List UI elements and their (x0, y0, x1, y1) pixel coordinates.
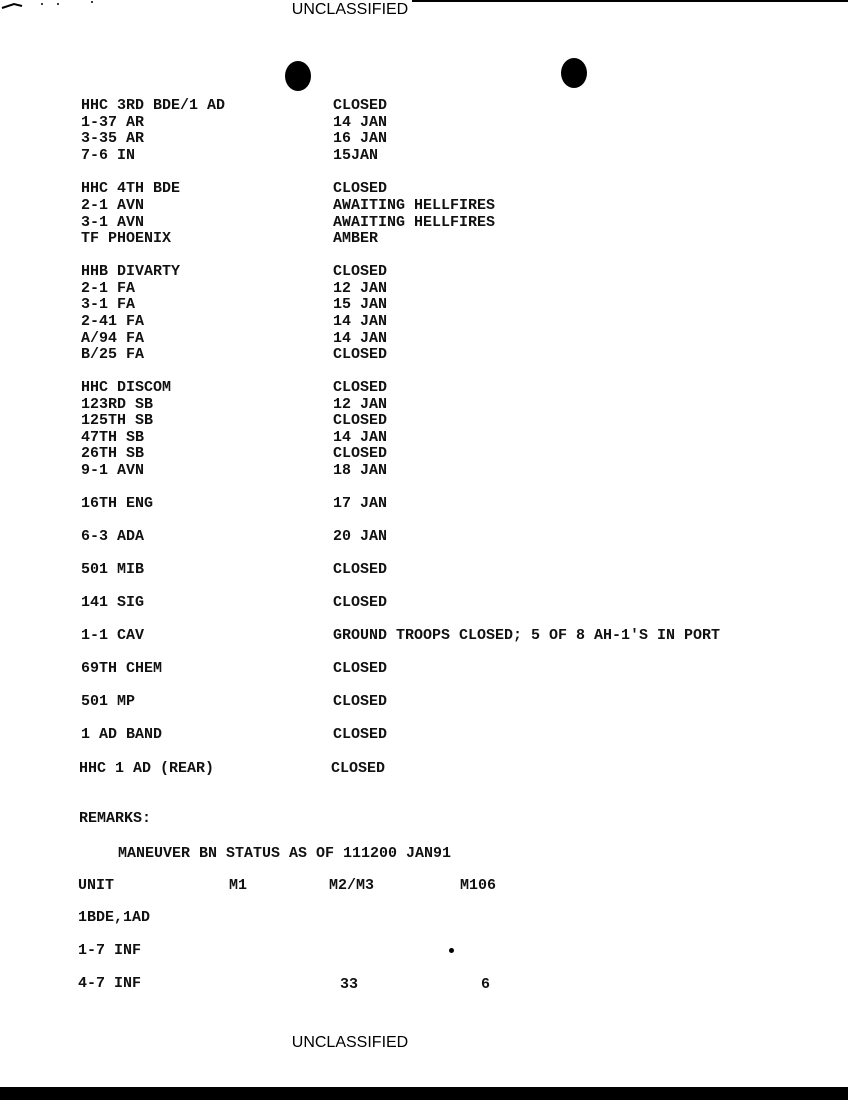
table-cell-m106: 6 (481, 976, 491, 993)
unit-status: CLOSED (333, 379, 388, 396)
unit-status: 15 JAN (333, 296, 388, 313)
unit-status: 14 JAN (333, 330, 388, 347)
unit-name: 47TH SB (81, 429, 145, 446)
unit-name: HHC DISCOM (81, 379, 172, 396)
unit-status: CLOSED (333, 445, 388, 462)
unit-status: CLOSED (333, 346, 388, 363)
column-header-m2-m3: M2/M3 (329, 877, 375, 894)
unit-name: 2-1 AVN (81, 197, 145, 214)
unit-status: CLOSED (333, 594, 388, 611)
unit-name: 2-1 FA (81, 280, 136, 297)
unit-name: TF PHOENIX (81, 230, 172, 247)
unit-name: 7-6 IN (81, 147, 136, 164)
table-row-unit: 4-7 INF (78, 975, 142, 992)
unit-name: 123RD SB (81, 396, 154, 413)
classification-footer: UNCLASSIFIED (291, 1034, 409, 1051)
unit-status: CLOSED (333, 180, 388, 197)
unit-name: 1 AD BAND (81, 726, 163, 743)
unit-name: 3-1 FA (81, 296, 136, 313)
unit-status: AWAITING HELLFIRES (333, 214, 496, 231)
column-header-m1: M1 (229, 877, 248, 894)
table-cell-m2-m3: 33 (340, 976, 359, 993)
unit-status: CLOSED (333, 412, 388, 429)
stray-mark (449, 948, 454, 953)
unit-status: 12 JAN (333, 396, 388, 413)
unit-status: 15JAN (333, 147, 379, 164)
unit-status: 14 JAN (333, 114, 388, 131)
unit-name: 3-1 AVN (81, 214, 145, 231)
unit-status: 20 JAN (333, 528, 388, 545)
unit-name: 6-3 ADA (81, 528, 145, 545)
unit-name: 125TH SB (81, 412, 154, 429)
unit-name: 9-1 AVN (81, 462, 145, 479)
unit-status: CLOSED (333, 660, 388, 677)
column-header-unit: UNIT (78, 877, 115, 894)
unit-name: 1-1 CAV (81, 627, 145, 644)
unit-status: 18 JAN (333, 462, 388, 479)
classification-header: UNCLASSIFIED (291, 1, 409, 18)
unit-status: GROUND TROOPS CLOSED; 5 OF 8 AH-1'S IN PORT (333, 627, 721, 644)
bottom-border-bar (0, 1087, 848, 1100)
unit-name: 2-41 FA (81, 313, 145, 330)
unit-status: CLOSED (331, 760, 386, 777)
unit-name: HHB DIVARTY (81, 263, 181, 280)
unit-name: 26TH SB (81, 445, 145, 462)
unit-status: CLOSED (333, 561, 388, 578)
unit-status: 14 JAN (333, 313, 388, 330)
unit-status: AMBER (333, 230, 379, 247)
column-header-m106: M106 (460, 877, 497, 894)
unit-name: 1-37 AR (81, 114, 145, 131)
unit-name: HHC 1 AD (REAR) (79, 760, 215, 777)
unit-status: 16 JAN (333, 130, 388, 147)
remarks-heading: MANEUVER BN STATUS AS OF 111200 JAN91 (118, 845, 452, 862)
unit-status: CLOSED (333, 263, 388, 280)
unit-name: 141 SIG (81, 594, 145, 611)
unit-name: A/94 FA (81, 330, 145, 347)
unit-name: HHC 4TH BDE (81, 180, 181, 197)
unit-status: 17 JAN (333, 495, 388, 512)
table-row-unit: 1BDE,1AD (78, 909, 151, 926)
unit-status: 12 JAN (333, 280, 388, 297)
punch-hole (285, 61, 311, 91)
unit-status: AWAITING HELLFIRES (333, 197, 496, 214)
unit-status: CLOSED (333, 726, 388, 743)
unit-status: 14 JAN (333, 429, 388, 446)
unit-status: CLOSED (333, 693, 388, 710)
unit-name: B/25 FA (81, 346, 145, 363)
unit-name: 69TH CHEM (81, 660, 163, 677)
unit-name: HHC 3RD BDE/1 AD (81, 97, 226, 114)
punch-hole (561, 58, 587, 88)
table-row-unit: 1-7 INF (78, 942, 142, 959)
remarks-label: REMARKS: (79, 810, 152, 827)
unit-name: 16TH ENG (81, 495, 154, 512)
unit-name: 501 MIB (81, 561, 145, 578)
unit-name: 501 MP (81, 693, 136, 710)
unit-status: CLOSED (333, 97, 388, 114)
unit-name: 3-35 AR (81, 130, 145, 147)
